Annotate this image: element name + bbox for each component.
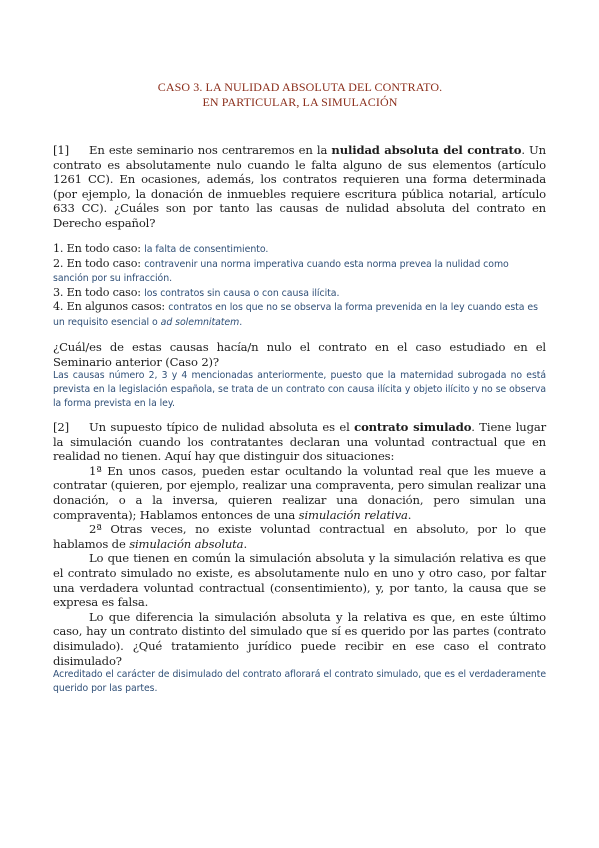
- cause-answer-end: .: [239, 316, 243, 328]
- paragraph-end: .: [243, 536, 247, 551]
- cause-answer-italic: ad solemnitatem: [160, 316, 240, 328]
- cause-item-4: [53, 300, 546, 329]
- simulacion-relativa-term: simulación relativa: [298, 507, 408, 522]
- question-caso-2-answer: Las causas número 2, 3 y 4 mencionadas anteriormente, puesto que la maternidad subrogada no está prevista en la legislación española, se trata de un contrato con causa ilícita y objeto ilícito y no se observa la forma prevista en la ley.: [53, 370, 546, 410]
- paragraph-text: 2ª Otras veces, no existe voluntad contractual en absoluto, por lo que hablamos de: [53, 522, 546, 551]
- section-2-intro-paragraph: [53, 420, 546, 464]
- cause-label: 1. En todo caso:: [53, 242, 145, 255]
- document-title: [60, 80, 540, 110]
- cause-answer: la falta de consentimiento.: [144, 244, 269, 255]
- paragraph-end: .: [407, 507, 412, 522]
- section-2-paragraph-1: [53, 464, 546, 522]
- cause-answer: los contratos sin causa o con causa ilícita.: [144, 287, 340, 299]
- section-2-bold: contrato simulado: [354, 420, 472, 434]
- cause-label: 4. En algunos casos:: [53, 300, 169, 314]
- cause-item-2: [53, 257, 546, 286]
- cause-label: 2. En todo caso:: [53, 256, 145, 270]
- cause-answer: contratos en los que no se observa la forma prevenida en la ley cuando esta es un requisito esencial o: [53, 302, 538, 328]
- section-1-marker: [1]: [53, 143, 69, 157]
- cause-item-3: [53, 286, 546, 301]
- section-2-intro: Un supuesto típico de nulidad absoluta es el: [89, 420, 355, 434]
- section-1-intro: En este seminario nos centraremos en la: [89, 143, 332, 157]
- section-1-rest: . Un contrato es absolutamente nulo cuando le falta alguno de sus elementos (artículo 1261 CC). En ocasiones, además, los contratos requieren una forma determinada (por ejemplo, la donación de inmuebles requiere escritura pública notarial, artículo 633 CC). ¿Cuáles son por tanto las causas de nulidad absoluta del contrato en Derecho español?: [53, 143, 546, 230]
- question-caso-2-text: ¿Cuál/es de estas causas hacía/n nulo el contrato en el caso estudiado en el Seminario anterior (Caso 2)?: [53, 340, 546, 369]
- section-2-marker: [2]: [53, 420, 69, 434]
- title-line-1: CASO 3. LA NULIDAD ABSOLUTA DEL CONTRATO.: [157, 80, 443, 94]
- section-1: [53, 143, 546, 231]
- cause-item-1: [53, 242, 546, 257]
- causes-list: [53, 242, 546, 330]
- section-2-answer: Acreditado el carácter de disimulado del contrato aflorará el contrato simulado, que es el verdaderamente querido por las partes.: [53, 669, 546, 695]
- section-2: [53, 420, 546, 696]
- paragraph-text: 1ª En unos casos, pueden estar ocultando la voluntad real que les mueve a contratar (quieren, por ejemplo, realizar una compraventa, pero simulan realizar una donación, o a la inversa, quieren realizar una donación, pero simulan una compraventa); Hablamos entonces de una: [53, 463, 546, 522]
- section-1-paragraph: [53, 143, 546, 231]
- cause-label: 3. En todo caso:: [53, 285, 145, 299]
- section-2-paragraph-3: Lo que tienen en común la simulación absoluta y la simulación relativa es que el contrato simulado no existe, es absolutamente nulo en uno y otro caso, por faltar una verdadera voluntad contractual (consentimiento), y, por tanto, la causa que se expresa es falsa.: [53, 551, 546, 610]
- section-2-paragraph-2: [53, 522, 546, 551]
- cause-answer: contravenir una norma imperativa cuando esta norma prevea la nulidad como sanción por su infracción.: [53, 258, 509, 285]
- question-caso-2: [53, 340, 546, 411]
- section-2-paragraph-4: Lo que diferencia la simulación absoluta y la relativa es que, en este último caso, hay un contrato distinto del simulado que sí es querido por las partes (contrato disimulado). ¿Qué tratamiento jurídico puede recibir en ese caso el contrato disimulado?: [53, 609, 546, 668]
- title-line-2: EN PARTICULAR, LA SIMULACIÓN: [202, 95, 398, 109]
- section-2-rest: . Tiene lugar la simulación cuando los contratantes declaran una voluntad contractual que en realidad no tienen. Aquí hay que distinguir dos situaciones:: [53, 420, 546, 464]
- simulacion-absoluta-term: simulación absoluta: [129, 536, 244, 551]
- section-1-bold: nulidad absoluta del contrato: [331, 143, 522, 157]
